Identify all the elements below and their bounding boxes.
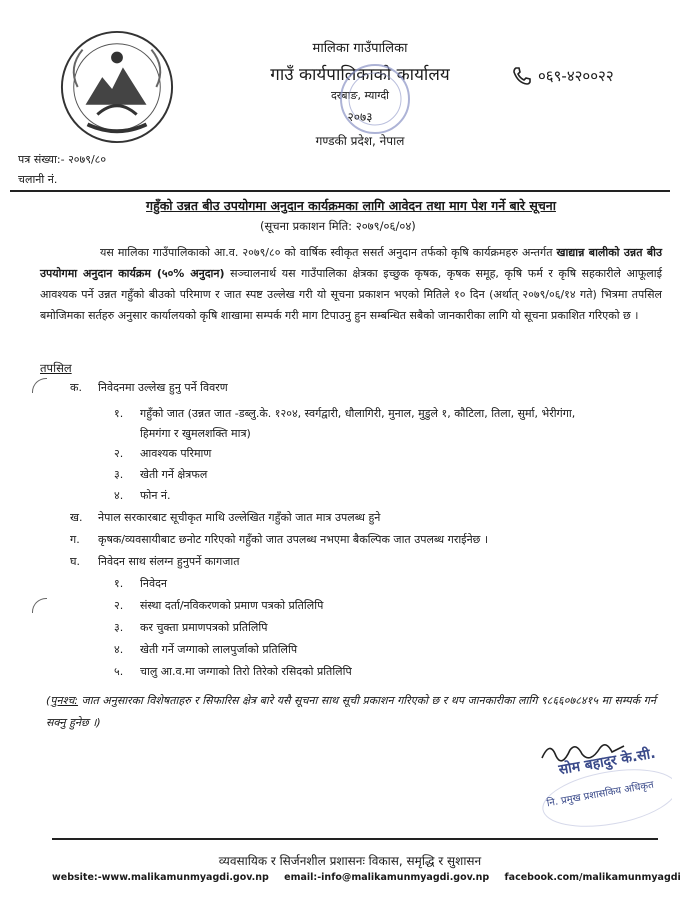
item-number: ४. [114, 643, 124, 656]
reference-number: पत्र संख्या:- २०७९/८० [18, 153, 107, 166]
section-label: घ. [70, 555, 80, 568]
postscript-label: पुनश्च: [50, 694, 79, 707]
gha-item-3 [114, 618, 267, 638]
punch-mark [32, 598, 47, 613]
ka-item-1 [114, 404, 674, 424]
nepal-emblem-icon [58, 28, 176, 146]
section-text: निवेदनमा उल्लेख हुनु पर्ने विवरण [98, 381, 228, 394]
item-text: चालु आ.व.मा जग्गाको तिरो तिरेको रसिदको प्रतिलिपि [140, 665, 352, 678]
signatory-name: सोम बहादुर के.सी. [557, 745, 657, 779]
postscript-text: जात अनुसारका विशेषताहरु र सिफारिस क्षेत्र बारे यसै सूचना साथ सूची प्रकाशन गरिएको छ र थप जानकारीका लागि ९८६६०७८४१५ मा सम्पर्क गर्न सक्नु हुनेछ ।) [46, 694, 656, 729]
office-name: गाउँ कार्यपालिकाको कार्यालय [270, 65, 450, 85]
notice-body [40, 242, 662, 326]
item-number: १. [114, 407, 124, 420]
annex-title: तपसिल [40, 361, 72, 375]
publication-date: (सूचना प्रकाशन मिति: २०७९/०६/०४) [260, 219, 416, 233]
facebook-link[interactable]: facebook.com/malikamunmyagdi [504, 872, 681, 883]
office-stamp-icon [338, 62, 412, 136]
body-rest: सञ्चालनार्थ यस गाउँपालिका क्षेत्रका इच्छुक कृषक, कृषक समूह, कृषि फर्म र कृषि सहकारीले आफूलाई आवश्यक पर्ने उन्नत गहुँको बीउको परिमाण र जात स्पष्ट उल्लेख गरी यो सूचना प्रकाशन भएको मितिले १० दिन (अर्थात् २०७९/०६/१४ गते) भित्रमा तपसिल बमोजिमका सर्तहरु अनुसार कार्यालयको कृषि शाखामा सम्पर्क गरी माग टिपाउनु हुन सम्बन्धित सबैको जानकारीका लागि यो सूचना प्रकाशित गरिएको छ । [40, 267, 662, 322]
established-year: २०७३ [347, 110, 373, 124]
ka-item-2 [114, 444, 211, 464]
section-ga [70, 530, 488, 550]
gha-item-5 [114, 662, 352, 682]
section-label: क. [70, 381, 82, 394]
footer-motto: व्यवसायिक र सिर्जनशील प्रशासनः विकास, समृद्धि र सुशासन [218, 854, 482, 868]
office-address: दरबाङ, म्याग्दी [330, 89, 390, 102]
email-link[interactable]: email:-info@malikamunmyagdi.gov.np [284, 872, 490, 883]
item-text: हिमगंगा र खुमलशक्ति मात्र) [140, 427, 251, 440]
item-text: कर चुक्ता प्रमाणपत्रको प्रतिलिपि [140, 621, 268, 634]
program-name: खाद्यान्न बालीको उन्नत बीउ उपयोगमा अनुदान कार्यक्रम (५०% अनुदान) [40, 246, 663, 280]
section-kha [70, 508, 380, 528]
dispatch-number: चलानी नं. [18, 173, 58, 186]
item-text: फोन नं. [140, 489, 171, 502]
section-label: ग. [70, 533, 80, 546]
ka-item-3 [114, 465, 207, 485]
item-text: निवेदन [140, 577, 168, 590]
ka-item-4 [114, 486, 171, 506]
item-text: गहुँको जात (उन्नत जात -डब्लु.के. १२०४, स्वर्गद्वारी, धौलागिरी, मुनाल, मुडुले १, कौटिला, तिला, सुर्मा, भेरीगंगा, [140, 407, 576, 420]
notice-subject: गहुँको उन्नत बीउ उपयोगमा अनुदान कार्यक्रमका लागि आवेदन तथा माग पेश गर्ने बारे सूचना [146, 198, 556, 213]
footer-contacts [52, 872, 681, 883]
section-text: नेपाल सरकारबाट सूचीकृत माथि उल्लेखित गहुँको जात मात्र उपलब्ध हुने [98, 511, 381, 524]
ka-item-1-cont [140, 424, 251, 444]
postscript: (पुनश्च: जात अनुसारका विशेषताहरु र सिफारिस क्षेत्र बारे यसै सूचना साथ सूची प्रकाशन गरिएको छ र थप जानकारीका लागि ९८६६०७८४१५ मा सम्पर्क गर्न सक्नु हुनेछ ।) [46, 694, 656, 729]
phone-number [512, 66, 614, 86]
gha-item-4 [114, 640, 297, 660]
municipality-name: मालिका गाउँपालिका [312, 41, 408, 56]
item-number: २. [114, 447, 124, 460]
item-text: खेती गर्ने जग्गाको लालपुर्जाको प्रतिलिपि [140, 643, 298, 656]
header-divider [10, 190, 670, 192]
footer-divider [52, 838, 658, 840]
item-number: ३. [114, 621, 124, 634]
item-number: ३. [114, 468, 124, 481]
phone-text: ०६९-४२००२२ [538, 67, 614, 85]
item-number: २. [114, 599, 124, 612]
body-intro: यस मालिका गाउँपालिकाको आ.व. २०७९/८० को वार्षिक स्वीकृत ससर्त अनुदान तर्फको कृषि कार्यक्रमहरु अन्तर्गत [100, 246, 553, 259]
section-text: निवेदन साथ संलग्न हुनुपर्ने कागजात [98, 555, 240, 568]
website-link[interactable]: website:-www.malikamunmyagdi.gov.np [52, 872, 269, 883]
gha-item-1 [114, 574, 167, 594]
gha-item-2 [114, 596, 323, 616]
province-name: गण्डकी प्रदेश, नेपाल [315, 134, 405, 148]
phone-icon [512, 66, 532, 86]
section-label: ख. [70, 511, 83, 524]
item-number: ५. [114, 665, 124, 678]
item-text: संस्था दर्ता/नविकरणको प्रमाण पत्रको प्रतिलिपि [140, 599, 324, 612]
punch-mark [32, 378, 47, 393]
item-text: खेती गर्ने क्षेत्रफल [140, 468, 208, 481]
signatory-title: नि. प्रमुख प्रशासकिय अधिकृत [545, 779, 655, 810]
item-text: आवश्यक परिमाण [140, 447, 212, 460]
section-gha [70, 552, 239, 572]
item-number: १. [114, 577, 124, 590]
item-number: ४. [114, 489, 124, 502]
section-ka [70, 378, 228, 398]
section-text: कृषक/व्यवसायीबाट छनोट गरिएको गहुँको जात उपलब्ध नभएमा बैकल्पिक जात उपलब्ध गराईनेछ । [98, 533, 489, 546]
